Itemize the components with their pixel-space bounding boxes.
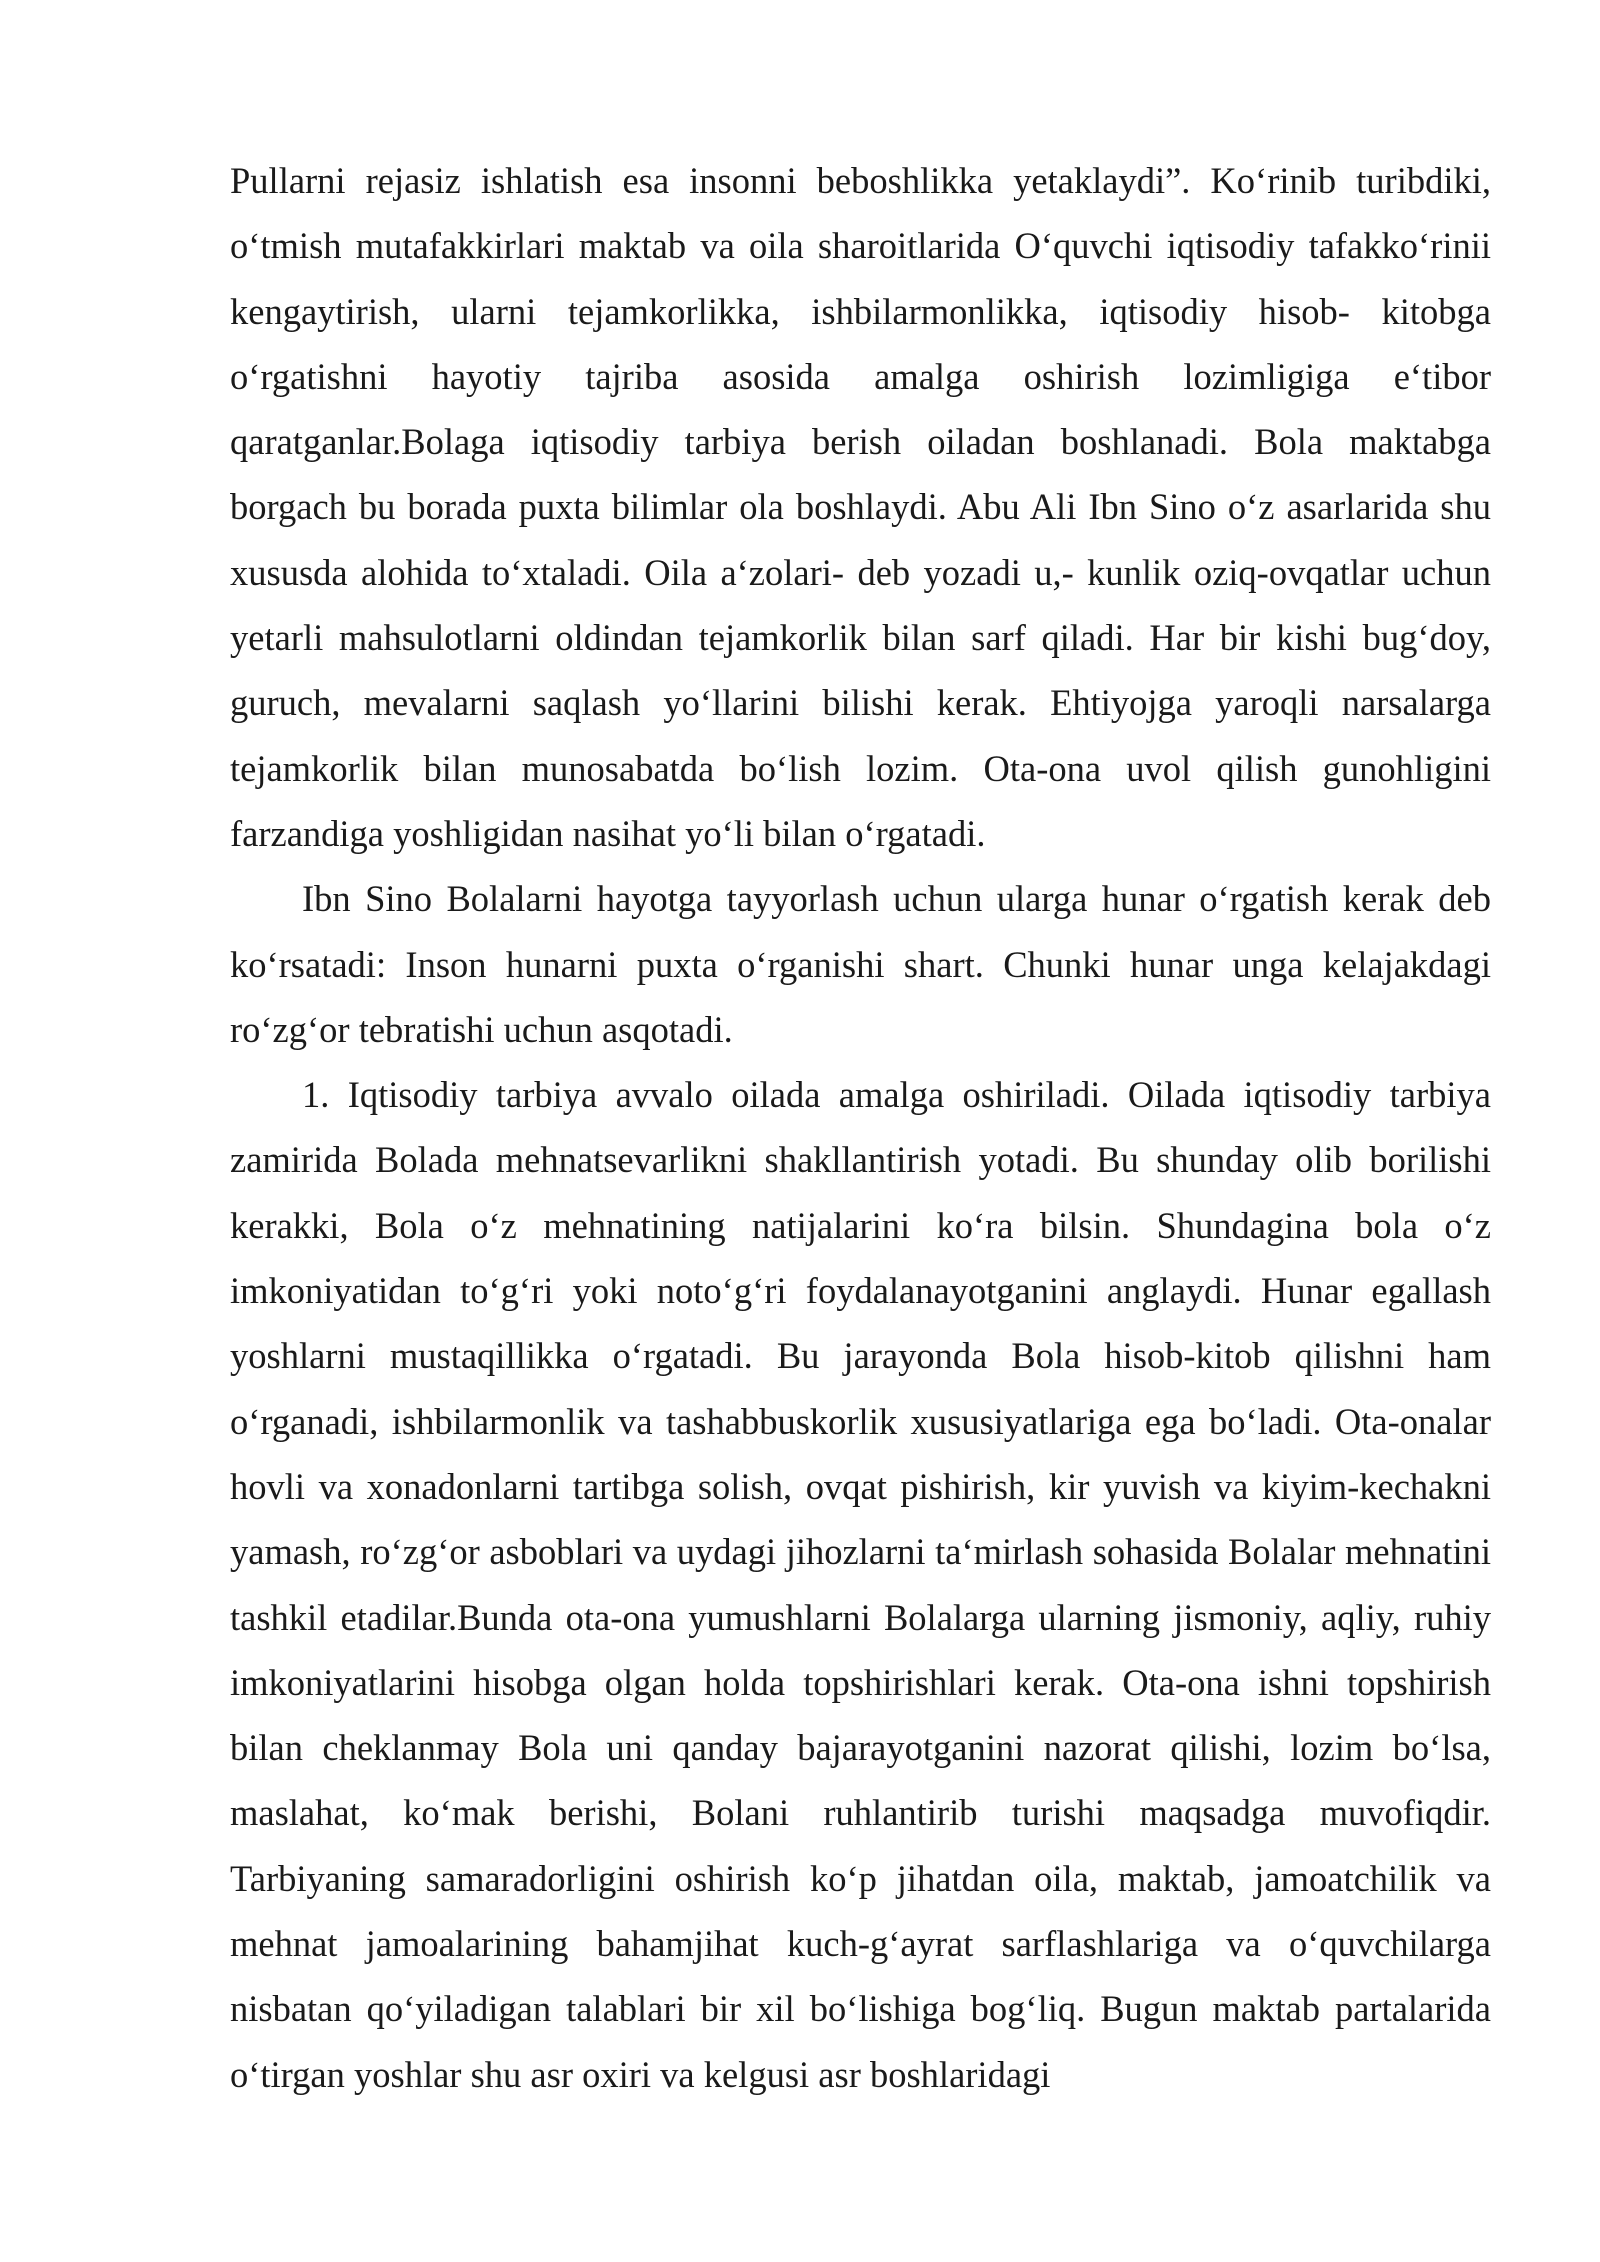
paragraph-ibn-sino-crafts: Ibn Sino Bolalarni hayotga tayyorlash uchun ularga hunar o‘rgatish kerak deb ko‘rsatadi: Inson hunarni puxta o‘rganishi shart. Chunki hunar unga kelajakdagi ro‘zg‘or tebratishi uchun asqotadi. bbox=[230, 878, 1491, 1050]
paragraph-family-economic-upbringing: 1. Iqtisodiy tarbiya avvalo oilada amalga oshiriladi. Oilada iqtisodiy tarbiya zamirida Bolada mehnatsevarlikni shakllantirish yotadi. Bu shunday olib borilishi kerakki, Bola o‘z mehnatining natijalarini ko‘ra bilsin. Shundagina bola o‘z imkoniyatidan to‘g‘ri yoki noto‘g‘ri foydalanayotganini anglaydi. Hunar egallash yoshlarni mustaqillikka o‘rgatadi. Bu jarayonda Bola hisob-kitob qilishni ham o‘rganadi, ishbilarmonlik va tashabbuskorlik xususiyatlariga ega bo‘ladi. Ota-onalar hovli va xonadonlarni tartibga solish, ovqat pishirish, kir yuvish va kiyim-kechakni yamash, ro‘zg‘or asboblari va uydagi jihozlarni ta‘mirlash sohasida Bolalar mehnatini tashkil etadilar.Bunda ota-ona yumushlarni Bolalarga ularning jismoniy, aqliy, ruhiy imkoniyatlarini hisobga olgan holda topshirishlari kerak. Ota-ona ishni topshirish bilan cheklanmay Bola uni qanday bajarayotganini nazorat qilishi, lozim bo‘lsa, maslahat, ko‘mak berishi, Bolani ruhlantirib turishi maqsadga muvofiqdir. Tarbiyaning samaradorligini oshirish ko‘p jihatdan oila, maktab, jamoatchilik va mehnat jamoalarining bahamjihat kuch-g‘ayrat sarflashlariga va o‘quvchilarga nisbatan qo‘yiladigan talablari bir xil bo‘lishiga bog‘liq. Bugun maktab partalarida o‘tirgan yoshlar shu asr oxiri va kelgusi asr boshlaridagi bbox=[230, 1074, 1491, 2095]
document-page bbox=[230, 148, 1491, 2107]
paragraph-economic-upbringing-intro: Pullarni rejasiz ishlatish esa insonni beboshlikka yetaklaydi”. Ko‘rinib turibdiki, o‘tmish mutafakkirlari maktab va oila sharoitlarida O‘quvchi iqtisodiy tafakko‘rinii kengaytirish, ularni tejamkorlikka, ishbilarmonlikka, iqtisodiy hisob- kitobga o‘rgatishni hayotiy tajriba asosida amalga oshirish lozimligiga e‘tibor qaratganlar.Bolaga iqtisodiy tarbiya berish oiladan boshlanadi. Bola maktabga borgach bu borada puxta bilimlar ola boshlaydi. Abu Ali Ibn Sino o‘z asarlarida shu xususda alohida to‘xtaladi. Oila a‘zolari- deb yozadi u,- kunlik oziq-ovqatlar uchun yetarli mahsulotlarni oldindan tejamkorlik bilan sarf qiladi. Har bir kishi bug‘doy, guruch, mevalarni saqlash yo‘llarini bilishi kerak. Ehtiyojga yaroqli narsalarga tejamkorlik bilan munosabatda bo‘lish lozim. Ota-ona uvol qilish gunohligini farzandiga yoshligidan nasihat yo‘li bilan o‘rgatadi. bbox=[230, 160, 1491, 854]
